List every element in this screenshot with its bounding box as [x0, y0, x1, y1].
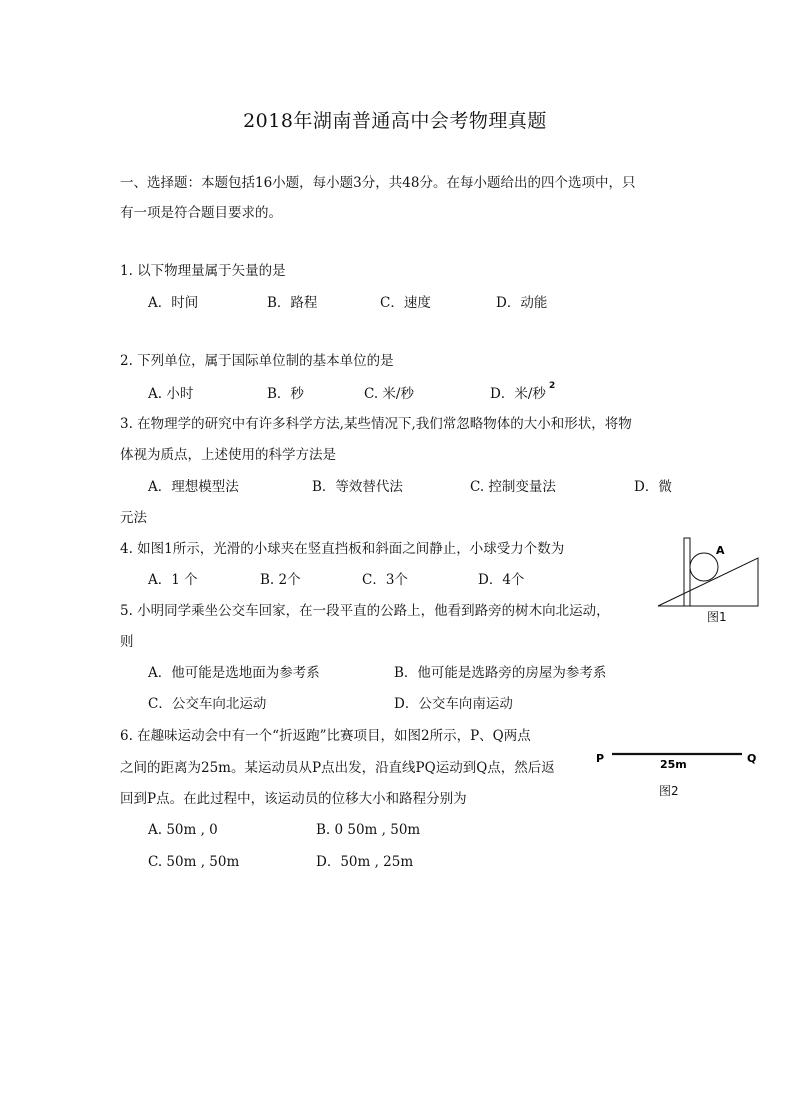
figure-2-label-q: Q — [747, 752, 757, 765]
question-6-option-a: A. 50m , 0 — [148, 822, 218, 838]
section-heading-line2: 有一项是符合题目要求的。 — [120, 205, 282, 221]
question-1-option-b: B．路程 — [267, 295, 318, 311]
vertical-baffle — [684, 538, 690, 606]
question-6-stem-line2: 之间的距离为25m。某运动员从P点出发，沿直线PQ运动到Q点，然后返 — [120, 760, 555, 776]
question-3-stem-line2: 体视为质点，上述使用的科学方法是 — [120, 447, 336, 463]
figure-1-caption: 图1 — [707, 610, 727, 624]
question-4-option-a: A．1 个 — [148, 572, 198, 588]
question-5-stem-line1: 5. 小明同学乘坐公交车回家，在一段平直的公路上，他看到路旁的树木向北运动， — [120, 603, 610, 619]
question-6-option-c: C. 50m , 50m — [148, 854, 240, 870]
question-5-option-d: D．公交车向南运动 — [394, 696, 513, 712]
ball — [690, 553, 718, 581]
figure-2-label-distance: 25m — [660, 758, 687, 771]
question-2-option-d-exponent: 2 — [549, 381, 556, 391]
question-6-stem-line3: 回到P点。在此过程中，该运动员的位移大小和路程分别为 — [120, 791, 467, 807]
question-4-stem: 4. 如图1所示，光滑的小球夹在竖直挡板和斜面之间静止，小球受力个数为 — [120, 541, 565, 557]
figure-1-diagram — [655, 536, 761, 610]
question-1-option-c: C．速度 — [380, 295, 431, 311]
question-6-stem-line1: 6. 在趣味运动会中有一个“折返跑”比赛项目，如图2所示，P、Q两点 — [120, 728, 531, 744]
question-5-option-a: A．他可能是选地面为参考系 — [148, 665, 320, 681]
question-2-stem: 2. 下列单位，属于国际单位制的基本单位的是 — [120, 353, 394, 369]
question-5-option-b: B．他可能是选路旁的房屋为参考系 — [394, 665, 607, 681]
figure-1-ball-label: A — [716, 544, 725, 557]
question-2-option-a: A. 小时 — [148, 386, 194, 402]
figure-2-diagram — [590, 746, 770, 776]
section-heading-line1: 一、选择题：本题包括16小题，每小题3分，共48分。在每小题给出的四个选项中，只 — [120, 175, 636, 191]
question-3-stem-line1: 3. 在物理学的研究中有许多科学方法,某些情况下,我们常忽略物体的大小和形状，将物 — [120, 416, 632, 432]
figure-2-caption: 图2 — [659, 784, 679, 798]
question-5-option-c: C．公交车向北运动 — [148, 696, 267, 712]
question-4-option-c: C．3个 — [362, 572, 408, 588]
question-2-option-c: C. 米/秒 — [364, 386, 414, 402]
figure-2-label-p: P — [596, 752, 605, 765]
question-3-wrap-text: 元法 — [120, 510, 147, 526]
question-5-stem-line2: 则 — [120, 634, 134, 650]
question-1-option-d: D．动能 — [496, 295, 548, 311]
question-4-option-b: B. 2个 — [260, 572, 301, 588]
question-3-option-b: B．等效替代法 — [312, 479, 403, 495]
question-1-option-a: A．时间 — [148, 295, 199, 311]
question-3-option-c: C. 控制变量法 — [470, 479, 556, 495]
page-title: 2018年湖南普通高中会考物理真题 — [243, 110, 547, 132]
question-6-option-b: B. 0 50m , 50m — [316, 822, 421, 838]
question-4-option-d: D．4个 — [478, 572, 525, 588]
question-1-stem: 1. 以下物理量属于矢量的是 — [120, 263, 286, 279]
question-6-option-d: D．50m , 25m — [316, 854, 414, 870]
question-2-option-b: B．秒 — [267, 386, 304, 402]
question-3-option-a: A．理想模型法 — [148, 479, 239, 495]
incline — [658, 558, 758, 606]
question-2-option-d: D．米/秒 — [490, 386, 546, 402]
question-3-option-d: D．微 — [634, 479, 672, 495]
